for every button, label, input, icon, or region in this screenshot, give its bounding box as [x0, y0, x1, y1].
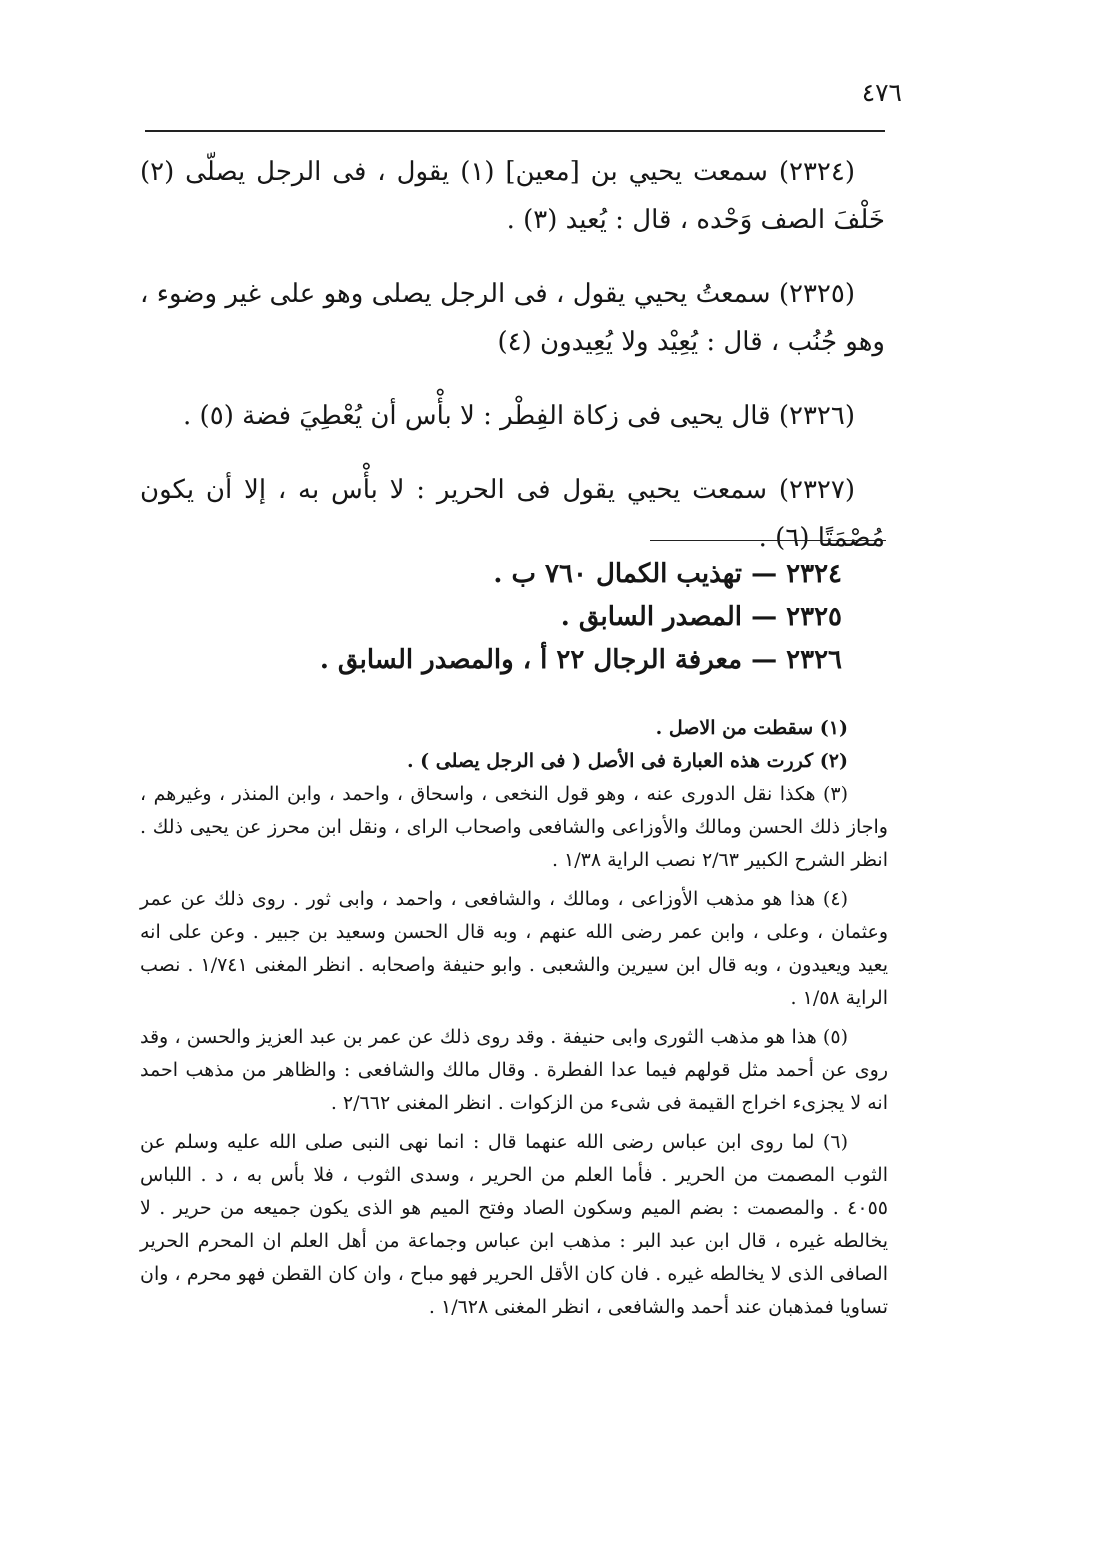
source-2324: ٢٣٢٤ — تهذيب الكمال ٧٦٠ ب . — [493, 559, 842, 589]
footnote-4: (٤) هذا هو مذهب الأوزاعى ، ومالك ، والشافعى ، واحمد ، وابى ثور . روى ذلك عن عمر وعثمان ، وعلى ، وابن عمر رضى الله عنهم ، وبه قال الحسن وسعيد بن جبير . وعن على انه يعيد ويعيدون ، وبه قال ابن سيرين والشعبى . وابو حنيفة واصحابه . انظر المغنى ١/٧٤١ . نصب الراية ١/٥٨ . — [140, 888, 888, 1009]
narration-2327: (٢٣٢٧) سمعت يحيي يقول فى الحرير : لا بأْس به ، إلا أن يكون مُصْمَتًا (٦) . — [140, 475, 885, 553]
source-2326: ٢٣٢٦ — معرفة الرجال ٢٢ أ ، والمصدر السابق . — [319, 645, 842, 675]
page-number: ٤٧٦ — [861, 78, 902, 107]
source-2325: ٢٣٢٥ — المصدر السابق . — [560, 602, 842, 632]
footnotes — [140, 712, 888, 1330]
narration-2324: (٢٣٢٤) سمعت يحيي بن [معين] (١) يقول ، فى الرجل يصلّى (٢) خَلْفَ الصف وَحْده ، قال : يُعيد (٣) . — [140, 157, 885, 235]
sources-rule — [650, 540, 886, 541]
footnote-5: (٥) هذا هو مذهب الثورى وابى حنيفة . وقد روى ذلك عن عمر بن عبد العزيز والحسن ، وقد روى عن أحمد مثل قولهم فيما عدا الفطرة . وقال مالك والشافعى : والظاهر من مذهب احمد انه لا يجزىء اخراج القيمة فى شىء من الزكوات . انظر المغنى ٢/٦٦٢ . — [140, 1026, 888, 1114]
footnote-1: (١) سقطت من الاصل . — [655, 717, 848, 739]
narration-2325: (٢٣٢٥) سمعتُ يحيي يقول ، فى الرجل يصلى وهو على غير وضوء ، وهو جُنُب ، قال : يُعِيْد ولا يُعِيدون (٤) — [140, 279, 885, 357]
narrations — [140, 148, 885, 588]
source-references — [302, 553, 842, 682]
footnote-2: (٢) كررت هذه العبارة فى الأصل ( فى الرجل يصلى ) . — [406, 750, 848, 772]
footnote-3: (٣) هكذا نقل الدورى عنه ، وهو قول النخعى ، واسحاق ، واحمد ، وابن المنذر ، وغيرهم ، واجاز ذلك الحسن ومالك والأوزاعى والشافعى واصحاب الراى ، ونقل ابن محرز عن يحيى ذلك . انظر الشرح الكبير ٢/٦٣ نصب الراية ١/٣٨ . — [140, 783, 888, 871]
narration-2326: (٢٣٢٦) قال يحيى فى زكاة الفِطْر : لا بأْس أن يُعْطِيَ فضة (٥) . — [183, 401, 855, 431]
footnote-6: (٦) لما روى ابن عباس رضى الله عنهما قال : انما نهى النبى صلى الله عليه وسلم عن الثوب المصمت من الحرير . فأما العلم من الحرير ، وسدى الثوب ، فلا بأس به ، د . اللباس ٤٠٥٥ . والمصمت : بضم الميم وسكون الصاد وفتح الميم هو الذى يكون جميعه من حرير . لا يخالطه غيره ، قال ابن عبد البر : مذهب ابن عباس وجماعة من أهل العلم ان المحرم الحرير الصافى الذى لا يخالطه غيره . فان كان الأقل الحرير فهو مباح ، وان كان القطن فهو محرم ، وان تساويا فمذهبان عند أحمد والشافعى ، انظر المغنى ١/٦٢٨ . — [140, 1131, 888, 1318]
header-rule — [145, 130, 885, 132]
